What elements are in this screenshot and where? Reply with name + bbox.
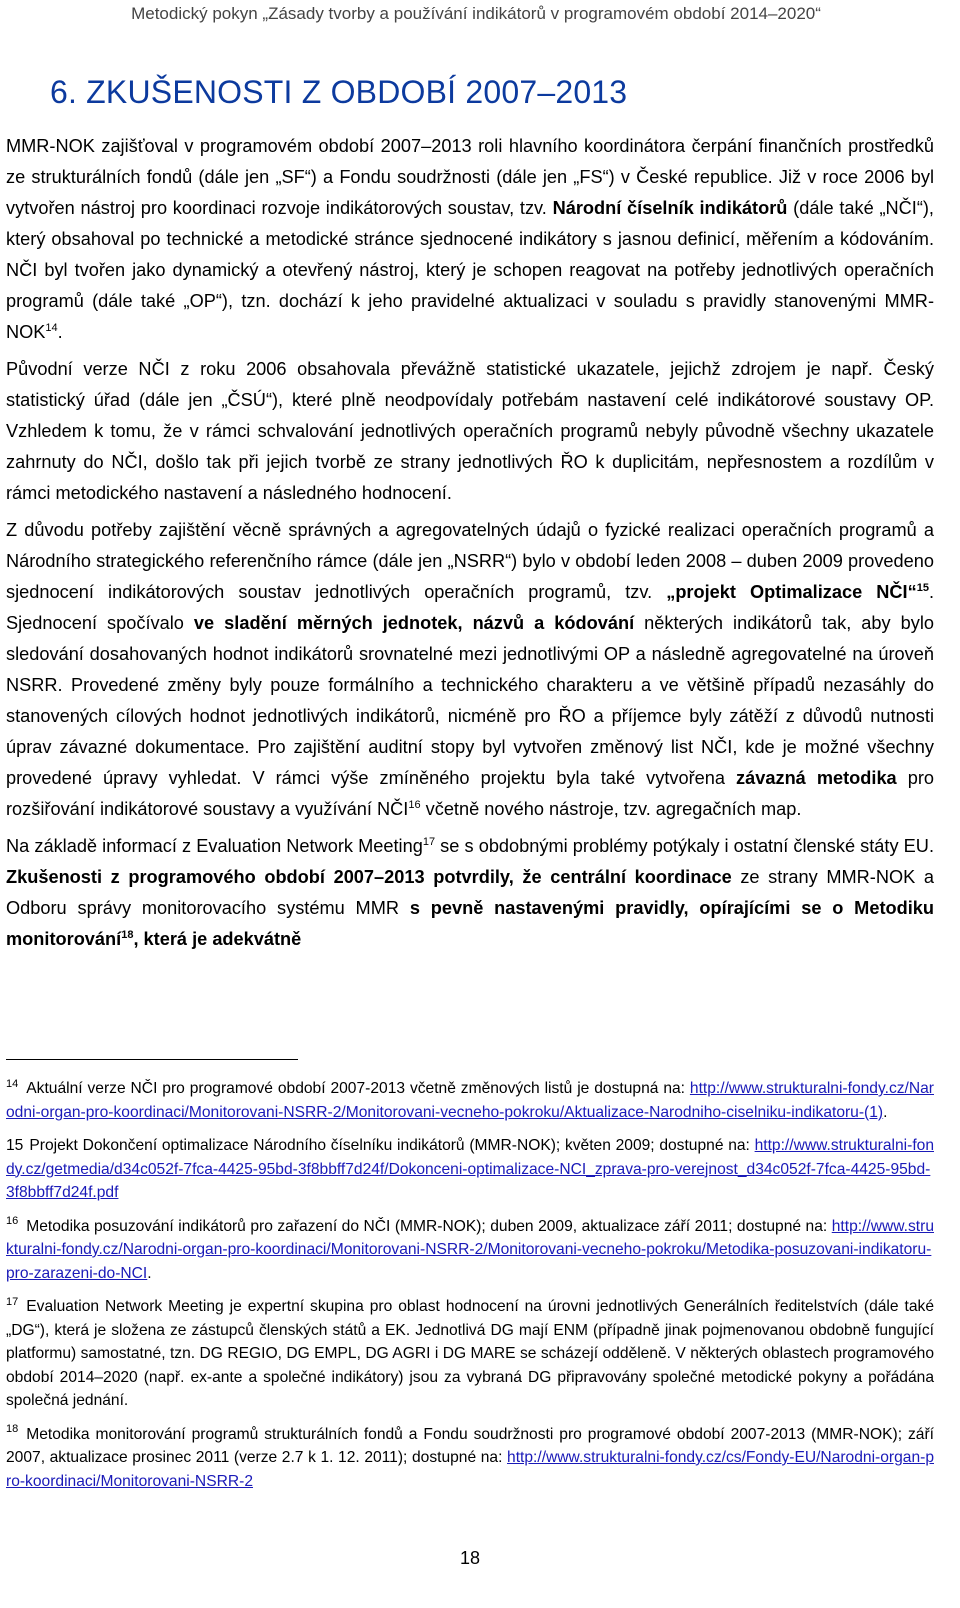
body-text (6, 131, 934, 959)
footnote-15-link[interactable]: http://www.strukturalni-fondy.cz/getmedia/d34c052f-7fca-4425-95bd-3f8bbff7d24f/Dokonceni-optimalizace-NCI_zprava-pro-verejnost_d34c052f-7fca-4425-95bd-3f8bbff7d24f.pdf (6, 1137, 934, 1201)
bold-experience: Zkušenosti z programového období 2007–2013 potvrdily, že centrální koordinace (6, 867, 732, 887)
footnote-15: 15 Projekt Dokončení optimalizace Národního číselníku indikátorů (MMR-NOK); květen 2009; dostupné na: http://www.strukturalni-fondy.cz/getmedia/d34c052f-7fca-4425-95bd-3f8bbff7d24f/Dokonceni-optimalizace-NCI_zprava-pro-verejnost_d34c052f-7fca-4425-95bd-3f8bbff7d24f.pdf (6, 1137, 934, 1201)
section-title: 6. ZKUŠENOSTI Z OBDOBÍ 2007–2013 (50, 74, 628, 110)
footnote-14: $^{14}$ Aktuální verze NČI pro programové období 2007-2013 včetně změnových listů je dostupná na: http://www.strukturalni-fondy.cz/Narodni-organ-pro-koordinaci/Monitorovani-NSRR-2/Monitorovani-vecneho-pokroku/Aktualizace-Narodniho-ciselniku-indikatoru-(1). (6, 1077, 934, 1121)
footnote-16-link[interactable]: http://www.strukturalni-fondy.cz/Narodni-organ-pro-koordinaci/Monitorovani-NSRR-2/Monitorovani-vecneho-pokroku/Metodika-posuzovani-indikatoru-pro-zarazeni-do-NCI (6, 1217, 934, 1282)
bold-unification: ve sladění měrných jednotek, názvů a kódování (193, 613, 635, 633)
footnote-separator (6, 1059, 298, 1060)
footnote-ref-14[interactable]: 14 (45, 321, 58, 334)
bold-term-nci: Národní číselník indikátorů (552, 198, 788, 218)
bold-rules: s pevně nastavenými pravidly, opírajícími se o Metodiku monitorování (6, 898, 934, 949)
page-number: 18 (459, 1548, 481, 1568)
paragraph-3: Z důvodu potřeby zajištění věcně správných a agregovatelných údajů o fyzické realizaci operačních programů a Národního strategického referenčního rámce (dále jen „NSRR“) bylo v období leden 2008 – duben 2009 provedeno sjednocení indikátorových soustav jednotlivých operačních programů, tzv. „projekt Optimalizace NČI“$^{15}$. Sjednocení spočívalo ve sladění měrných jednotek, názvů a kódování některých indikátorů tak, aby bylo sledování dosahovaných hodnot indikátorů srovnatelné mezi jednotlivými OP a následně agregovatelné na úroveň NSRR. Provedené změny byly pouze formálního a technického charakteru a ve většině případů nezasáhly do stanovených cílových hodnot jednotlivých indikátorů, nicméně pro ŘO a příjemce byly zátěží z důvodů nutnosti úprav závazné dokumentace. Pro zajištění auditní stopy byl vytvořen změnový list NČI, kde je možné všechny provedené úpravy vyhledat. V rámci výše zmíněného projektu byla také vytvořena závazná metodika pro rozšiřování indikátorové soustavy a využívání NČI$^{16}$ včetně nového nástroje, tzv. agregačních map. (6, 520, 935, 819)
footnote-ref-16[interactable]: 16 (408, 798, 421, 811)
footnote-16: $^{16}$ Metodika posuzování indikátorů pro zařazení do NČI (MMR-NOK); duben 2009, aktualizace září 2011; dostupné na: http://www.strukturalni-fondy.cz/Narodni-organ-pro-koordinaci/Monitorovani-NSRR-2/Monitorovani-vecneho-pokroku/Metodika-posuzovani-indikatoru-pro-zarazeni-do-NCI. (6, 1215, 934, 1282)
footnote-ref-18[interactable]: 18 (121, 928, 134, 941)
footnote-14-link[interactable]: http://www.strukturalni-fondy.cz/Narodni-organ-pro-koordinaci/Monitorovani-NSRR-2/Monitorovani-vecneho-pokroku/Aktualizace-Narodniho-ciselniku-indikatoru-(1) (6, 1080, 934, 1121)
running-header: Metodický pokyn „Zásady tvorby a používání indikátorů v programovém období 2014–2020“ (131, 4, 821, 23)
footnote-17: $^{17}$ Evaluation Network Meeting je expertní skupina pro oblast hodnocení na úrovni jednotlivých Generálních ředitelstvích (dále také „DG“), která je složena ze zástupců členských států a EK. Jednotlivá DG mají ENM (případně jinak pojmenovanou obdobně fungující platformu) samostatné, tzn. DG REGIO, DG EMPL, DG AGRI i DG MARE se scházejí odděleně. V některých oblastech programového období 2014–2020 (např. ex-ante a společné indikátory) jsou za vybraná DG připravovány společné metodické pokyny a pořádána společná jednání. (6, 1295, 934, 1409)
footnote-18-link[interactable]: http://www.strukturalni-fondy.cz/cs/Fondy-EU/Narodni-organ-pro-koordinaci/Monitorovani-NSRR-2 (6, 1449, 934, 1490)
footnote-ref-17[interactable]: 17 (422, 835, 436, 848)
footnote-ref-15[interactable]: 15 (916, 581, 929, 594)
bold-methodology: závazná metodika (736, 768, 897, 788)
paragraph-4: Na základě informací z Evaluation Network Meeting$^{17}$ se s obdobnými problémy potýkaly i ostatní členské státy EU. Zkušenosti z programového období 2007–2013 potvrdily, že centrální koordinace ze strany MMR-NOK a Odboru správy monitorovacího systému MMR s pevně nastavenými pravidly, opírajícími se o Metodiku monitorování$^{18}$, která je adekvátně (6, 835, 934, 949)
footnotes (6, 1077, 934, 1503)
paragraph-2: Původní verze NČI z roku 2006 obsahovala převážně statistické ukazatele, jejichž zdrojem je např. Český statistický úřad (dále jen „ČSÚ“), které plně neodpovídaly potřebám nastavení celé indikátorové soustavy OP. Vzhledem k tomu, že v rámci schvalování jednotlivých operačních programů nebyly původně všechny ukazatele zahrnuty do NČI, došlo tak při jejich tvorbě ze strany jednotlivých ŘO k duplicitám, nepřesnostem a rozdílům v rámci metodického nastavení a následného hodnocení. (6, 359, 934, 503)
bold-project-name: „projekt Optimalizace NČI“ (666, 582, 917, 602)
footnote-18: $^{18}$ Metodika monitorování programů strukturálních fondů a Fondu soudržnosti pro programové období 2007-2013 (MMR-NOK); září 2007, aktualizace prosinec 2011 (verze 2.7 k 1. 12. 2011); dostupné na: http://www.strukturalni-fondy.cz/cs/Fondy-EU/Narodni-organ-pro-koordinaci/Monitorovani-NSRR-2 (6, 1423, 934, 1490)
paragraph-1: MMR-NOK zajišťoval v programovém období 2007–2013 roli hlavního koordinátora čerpání finančních prostředků ze strukturálních fondů (dále jen „SF“) a Fondu soudržnosti (dále jen „FS“) v České republice. Již v roce 2006 byl vytvořen nástroj pro koordinaci rozvoje indikátorových soustav, tzv. Národní číselník indikátorů (dále také „NČI“), který obsahoval po technické a metodické stránce sjednocené indikátory s jasnou definicí, měřením a kódováním. NČI byl tvořen jako dynamický a otevřený nástroj, který je schopen reagovat na potřeby jednotlivých operačních programů (dále také „OP“), tzn. dochází k jeho pravidelné aktualizaci v souladu s pravidly stanovenými MMR-NOK$^{14}$. (6, 136, 934, 342)
